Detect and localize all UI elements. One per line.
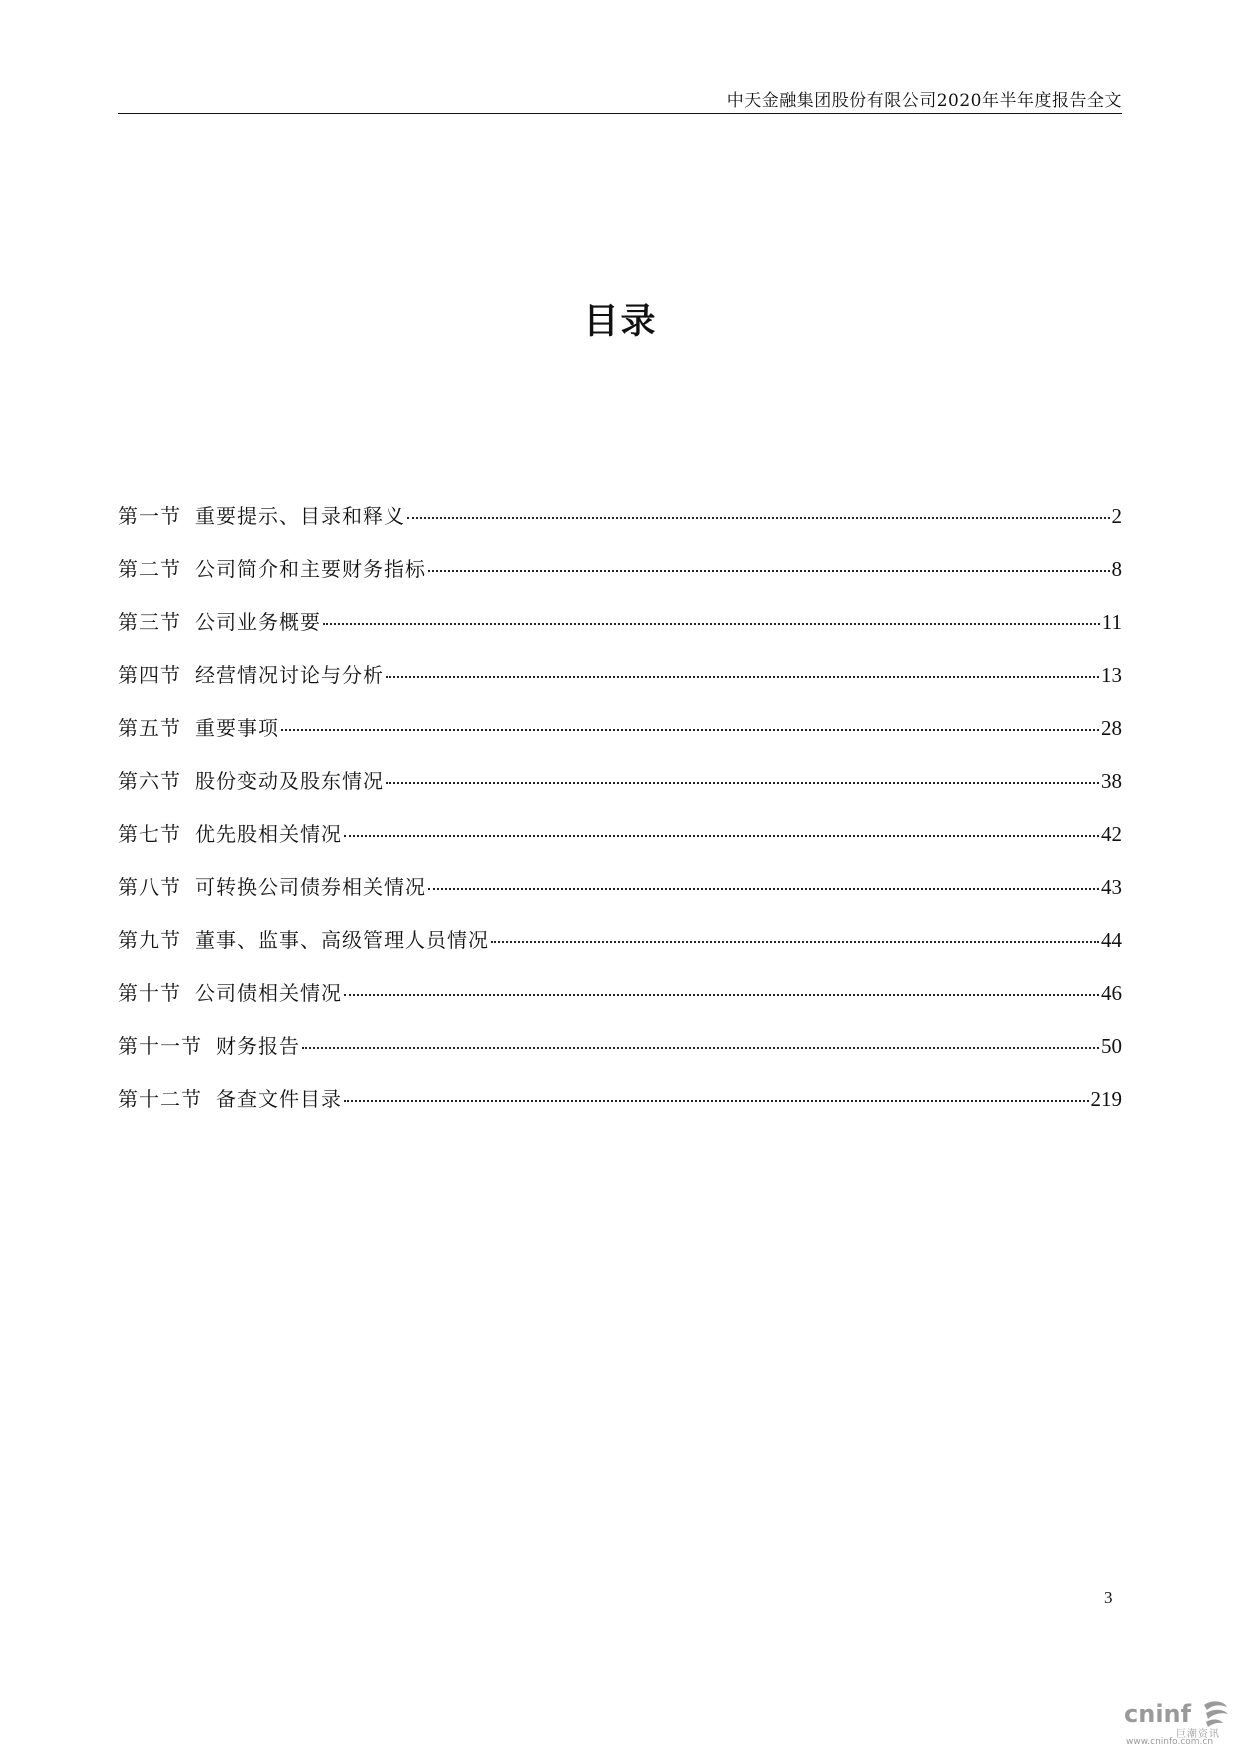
toc-dot-leader: [344, 835, 1099, 837]
page-header: [118, 84, 1122, 114]
toc-entry-section: 第五节: [118, 716, 181, 740]
toc-entry-page: 43: [1101, 875, 1122, 899]
toc-entry-page: 28: [1101, 716, 1122, 740]
toc-entry-text: 股份变动及股东情况: [195, 769, 384, 793]
toc-entry[interactable]: [118, 765, 1122, 818]
toc-entry-text: 可转换公司债券相关情况: [195, 875, 426, 899]
header-title: 中天金融集团股份有限公司2020年半年度报告全文: [726, 91, 1122, 111]
toc-dot-leader: [491, 941, 1099, 943]
toc-list: [118, 500, 1122, 1136]
header-rule: [118, 113, 1122, 114]
toc-entry[interactable]: [118, 1083, 1122, 1136]
toc-entry[interactable]: [118, 818, 1122, 871]
toc-dot-leader: [407, 517, 1110, 519]
toc-entry[interactable]: [118, 977, 1122, 1030]
watermark-url: www.cninfo.com.cn: [1126, 1737, 1214, 1747]
toc-entry-section: 第八节: [118, 875, 181, 899]
toc-entry-section: 第七节: [118, 822, 181, 846]
toc-dot-leader: [344, 1100, 1089, 1102]
toc-entry[interactable]: [118, 606, 1122, 659]
toc-entry-section: 第三节: [118, 610, 181, 634]
toc-entry-section: 第九节: [118, 928, 181, 952]
toc-entry-page: 50: [1101, 1034, 1122, 1058]
toc-entry-page: 42: [1101, 822, 1122, 846]
page-number: 3: [1104, 1588, 1113, 1607]
toc-entry-page: 219: [1090, 1087, 1122, 1111]
toc-entry-text: 优先股相关情况: [195, 822, 342, 846]
toc-entry[interactable]: [118, 712, 1122, 765]
toc-entry-text: 重要事项: [195, 716, 279, 740]
toc-dot-leader: [428, 570, 1110, 572]
toc-dot-leader: [386, 676, 1099, 678]
toc-entry-text: 重要提示、目录和释义: [195, 504, 405, 528]
toc-title: 目录: [583, 302, 658, 342]
toc-entry-section: 第十一节: [118, 1034, 202, 1058]
toc-entry-text: 经营情况讨论与分析: [195, 663, 384, 687]
toc-entry-page: 44: [1101, 928, 1122, 952]
toc-entry-section: 第一节: [118, 504, 181, 528]
toc-entry-page: 13: [1101, 663, 1122, 687]
watermark-subtitle: 巨潮资讯: [1176, 1729, 1220, 1740]
cninfo-watermark: [1118, 1696, 1230, 1748]
toc-entry-section: 第二节: [118, 557, 181, 581]
toc-entry-section: 第十节: [118, 981, 181, 1005]
toc-entry-text: 公司业务概要: [195, 610, 321, 634]
toc-entry[interactable]: [118, 924, 1122, 977]
toc-entry-page: 2: [1111, 504, 1122, 528]
toc-dot-leader: [386, 782, 1099, 784]
watermark-logo-text: cninf: [1124, 1700, 1192, 1728]
toc-entry-text: 公司债相关情况: [195, 981, 342, 1005]
toc-entry-text: 财务报告: [216, 1034, 300, 1058]
toc-entry-page: 38: [1101, 769, 1122, 793]
toc-entry-section: 第四节: [118, 663, 181, 687]
toc-dot-leader: [323, 623, 1100, 625]
toc-entry-text: 公司简介和主要财务指标: [195, 557, 426, 581]
toc-entry-page: 11: [1101, 610, 1122, 634]
toc-entry-section: 第十二节: [118, 1087, 202, 1111]
toc-entry-section: 第六节: [118, 769, 181, 793]
toc-entry-page: 8: [1111, 557, 1122, 581]
cninf-logo-icon: [1124, 1698, 1230, 1728]
toc-entry[interactable]: [118, 871, 1122, 924]
toc-entry-text: 董事、监事、高级管理人员情况: [195, 928, 489, 952]
toc-entry-page: 46: [1101, 981, 1122, 1005]
toc-dot-leader: [281, 729, 1099, 731]
toc-entry[interactable]: [118, 659, 1122, 712]
toc-entry[interactable]: [118, 553, 1122, 606]
toc-entry[interactable]: [118, 500, 1122, 553]
toc-dot-leader: [428, 888, 1099, 890]
toc-dot-leader: [344, 994, 1099, 996]
toc-entry-text: 备查文件目录: [216, 1087, 342, 1111]
toc-entry[interactable]: [118, 1030, 1122, 1083]
toc-dot-leader: [302, 1047, 1099, 1049]
